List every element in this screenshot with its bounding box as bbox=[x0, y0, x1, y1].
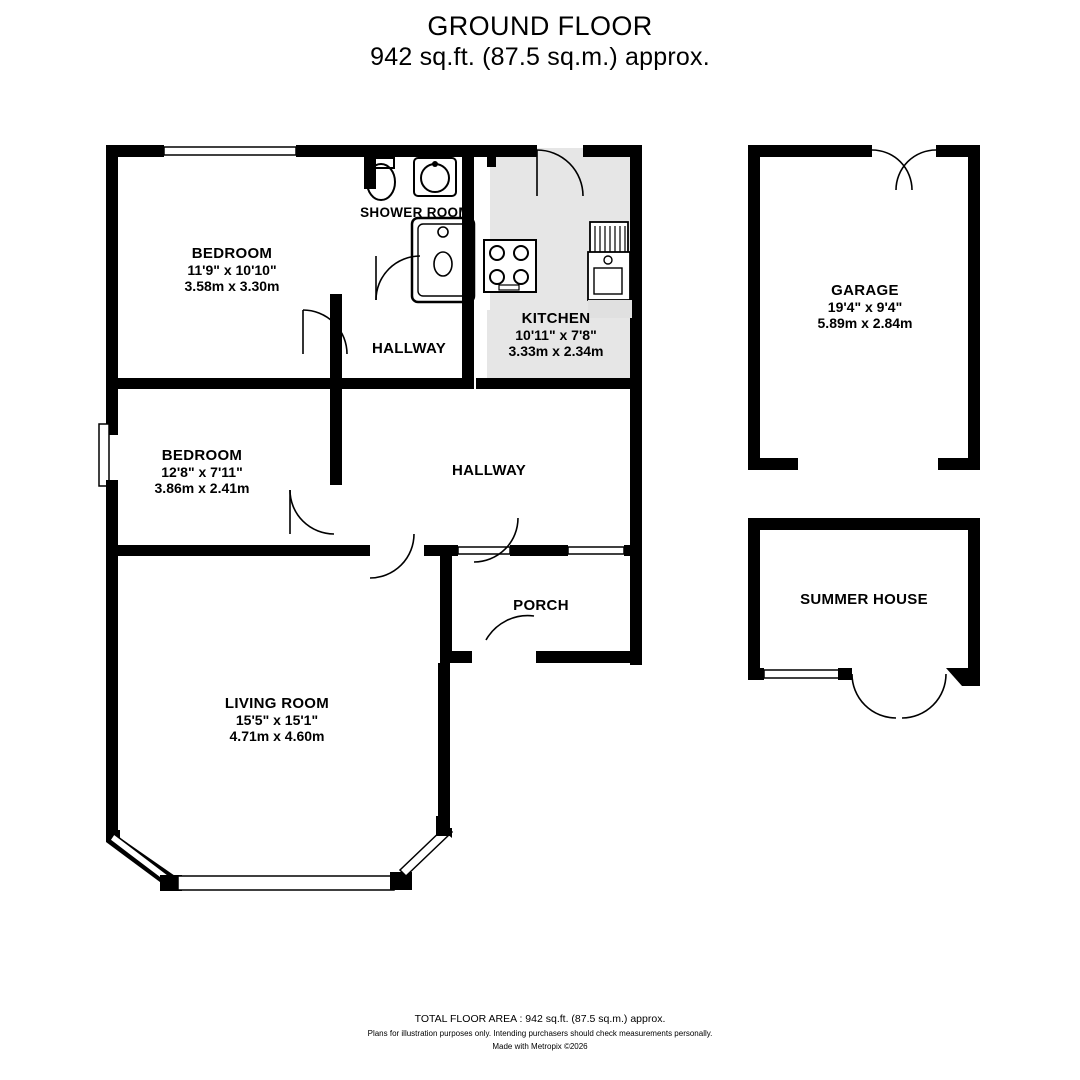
disclaimer-text: Plans for illustration purposes only. Intending purchasers should check measurements personally. bbox=[367, 1029, 713, 1038]
room-dim-metric: 3.33m x 2.34m bbox=[508, 343, 604, 359]
room-name: HALLWAY bbox=[451, 462, 527, 479]
room-label-living-room bbox=[186, 696, 368, 744]
room-dim-metric: 4.71m x 4.60m bbox=[229, 728, 325, 744]
total-floor-area: TOTAL FLOOR AREA : 942 sq.ft. (87.5 sq.m.) approx. bbox=[414, 1013, 666, 1025]
credit-text: Made with Metropix ©2026 bbox=[492, 1042, 588, 1051]
plan-title-block bbox=[0, 10, 1080, 72]
room-dim-imperial: 10'11" x 7'8" bbox=[515, 327, 597, 343]
room-label-bedroom-2 bbox=[105, 448, 299, 496]
room-label-summer-house bbox=[766, 592, 962, 608]
room-name: SUMMER HOUSE bbox=[800, 591, 928, 608]
room-name: HALLWAY bbox=[371, 340, 447, 357]
room-dim-imperial: 12'8" x 7'11" bbox=[161, 464, 243, 480]
room-dim-metric: 5.89m x 2.84m bbox=[817, 315, 913, 331]
room-name: PORCH bbox=[513, 597, 569, 614]
room-label-porch bbox=[452, 598, 630, 614]
room-label-bedroom-1 bbox=[132, 246, 332, 294]
room-name: GARAGE bbox=[831, 282, 899, 299]
room-label-hallway-lower bbox=[400, 463, 578, 479]
room-label-shower-room bbox=[320, 205, 510, 221]
room-name: LIVING ROOM bbox=[224, 695, 330, 712]
plan-footer bbox=[0, 1012, 1080, 1052]
room-dim-metric: 3.58m x 3.30m bbox=[184, 278, 280, 294]
room-dim-imperial: 19'4" x 9'4" bbox=[827, 299, 903, 315]
room-name: BEDROOM bbox=[191, 245, 273, 262]
plan-area: 942 sq.ft. (87.5 sq.m.) approx. bbox=[370, 43, 710, 71]
room-dim-imperial: 11'9" x 10'10" bbox=[187, 262, 277, 278]
room-label-kitchen bbox=[460, 311, 652, 359]
room-name: KITCHEN bbox=[521, 310, 591, 327]
room-dim-metric: 3.86m x 2.41m bbox=[154, 480, 250, 496]
room-label-garage bbox=[770, 283, 960, 331]
garage-door-swing bbox=[872, 150, 936, 190]
room-dim-imperial: 15'5" x 15'1" bbox=[235, 712, 319, 728]
room-name: BEDROOM bbox=[161, 447, 243, 464]
room-name: SHOWER ROOM bbox=[360, 205, 470, 220]
plan-title: GROUND FLOOR bbox=[427, 11, 653, 41]
summer-house-door-swing bbox=[852, 674, 946, 718]
